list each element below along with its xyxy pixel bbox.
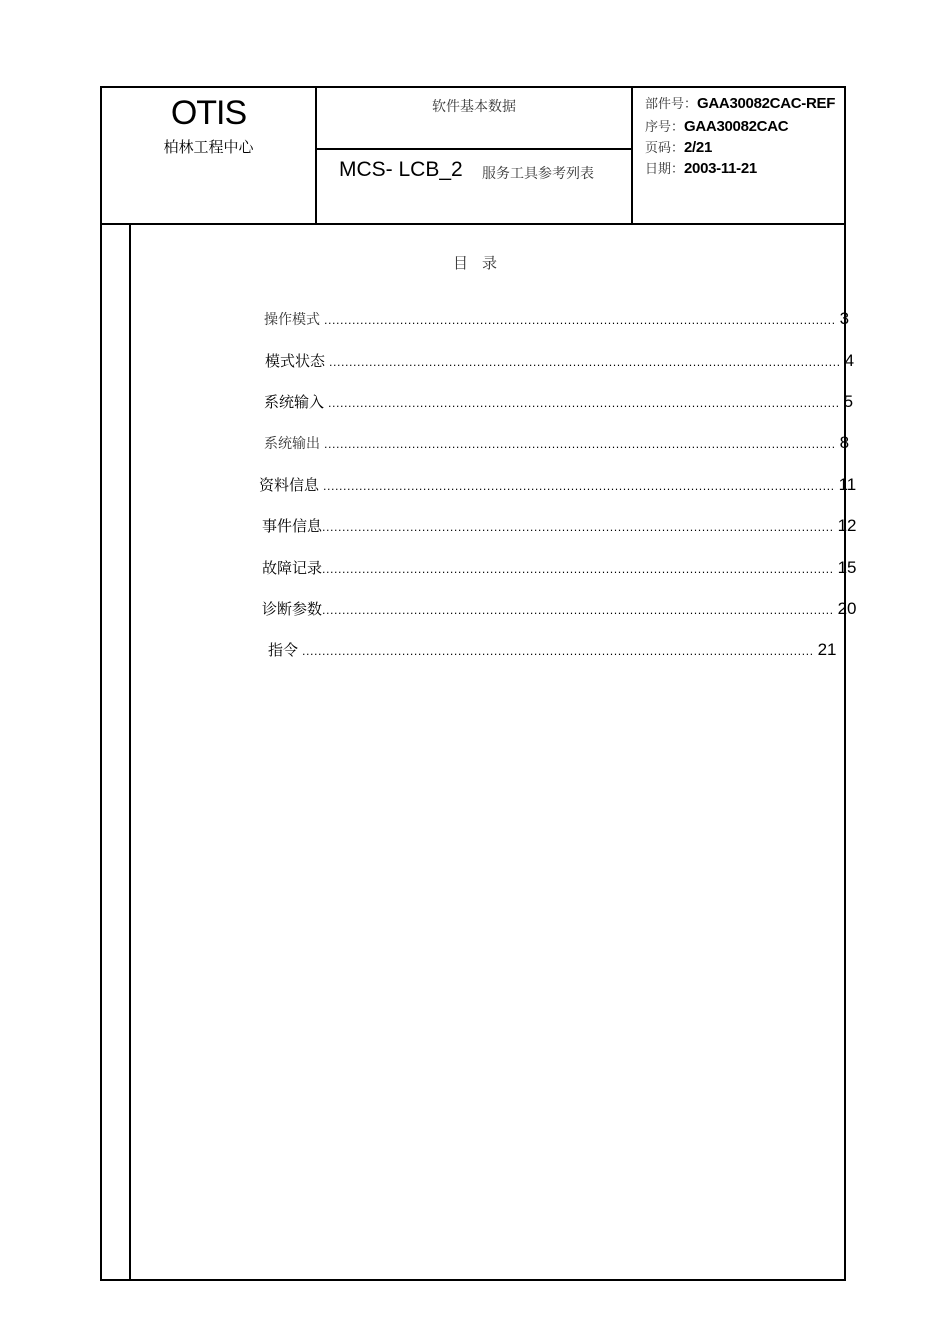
toc-leader-dots: ................................................................................................................................ (328, 397, 840, 410)
toc-entry-page: 15 (837, 558, 857, 577)
toc-entry-label: 事件信息 (262, 517, 323, 535)
date-label: 日期： (645, 162, 685, 177)
toc-leader-dots: ................................................................................................................................ (323, 480, 835, 493)
logo-cell (102, 88, 317, 223)
toc-entry-page: 3 (839, 309, 850, 328)
toc-leader-dots: ................................................................................................................................ (324, 314, 836, 327)
title-cell (317, 88, 633, 223)
date-value: 2003-11-21 (684, 160, 757, 177)
toc-entry-diagnostic-params[interactable] (262, 598, 857, 620)
toc-leader-dots: ................................................................................................................................ (322, 563, 834, 576)
doc-category-box (317, 88, 631, 150)
toc-heading: 目录 (452, 254, 511, 272)
toc-entry-page: 20 (837, 599, 857, 618)
doc-category: 软件基本数据 (432, 99, 516, 115)
toc-entry-mode-status[interactable] (265, 350, 855, 372)
toc-entry-operation-mode[interactable] (264, 309, 850, 331)
brand-logo: OTIS (170, 94, 247, 132)
toc-entry-page: 4 (844, 351, 855, 370)
binding-margin-line (129, 225, 131, 1281)
toc-entry-label: 模式状态 (265, 352, 326, 370)
doc-subtitle: 服务工具参考列表 (482, 166, 594, 182)
part-number-label: 部件号： (645, 97, 698, 112)
meta-cell (633, 88, 846, 223)
toc-entry-label: 系统输入 (264, 393, 325, 411)
doc-title-box (317, 150, 631, 223)
toc-entry-label: 诊断参数 (262, 600, 323, 618)
part-number-row (645, 95, 845, 113)
toc-entry-fault-log[interactable] (262, 557, 857, 579)
serial-number-label: 序号： (645, 120, 685, 135)
toc-entry-label: 系统输出 (264, 436, 320, 452)
toc-entry-event-info[interactable] (262, 515, 857, 537)
toc-entry-data-info[interactable] (259, 474, 857, 496)
toc-entry-page: 5 (843, 392, 854, 411)
serial-number-row (645, 117, 846, 138)
toc-entry-system-input[interactable] (264, 391, 854, 413)
document-frame (100, 86, 857, 1281)
toc-entry-page: 12 (837, 516, 857, 535)
toc-entry-label: 指令 (268, 641, 299, 659)
toc-entry-label: 操作模式 (264, 312, 320, 328)
toc-entry-page: 21 (817, 640, 837, 659)
page-number-value: 2/21 (684, 139, 713, 156)
toc-leader-dots: ................................................................................................................................ (324, 438, 836, 451)
toc-entry-label: 资料信息 (259, 476, 320, 494)
toc-entry-page: 8 (839, 433, 850, 452)
date-row (645, 159, 846, 180)
toc-leader-dots: ................................................................................................................................ (329, 356, 841, 369)
toc-entry-label: 故障记录 (262, 559, 323, 577)
toc-entry-commands[interactable] (268, 639, 837, 661)
toc-leader-dots: ................................................................................................................................ (302, 645, 814, 658)
engineering-center-name: 柏林工程中心 (163, 138, 254, 156)
document-header (102, 88, 846, 225)
page-number-row (645, 138, 846, 159)
part-number-value: GAA30082CAC-REF (697, 95, 836, 112)
toc-leader-dots: ................................................................................................................................ (322, 604, 834, 617)
toc-entry-system-output[interactable] (264, 433, 850, 455)
serial-number-value: GAA30082CAC (684, 118, 789, 135)
toc-leader-dots: ................................................................................................................................ (322, 521, 834, 534)
doc-code: MCS- LCB_2 (339, 158, 463, 181)
toc-entry-page: 11 (838, 475, 857, 494)
page-number-label: 页码： (645, 141, 685, 156)
